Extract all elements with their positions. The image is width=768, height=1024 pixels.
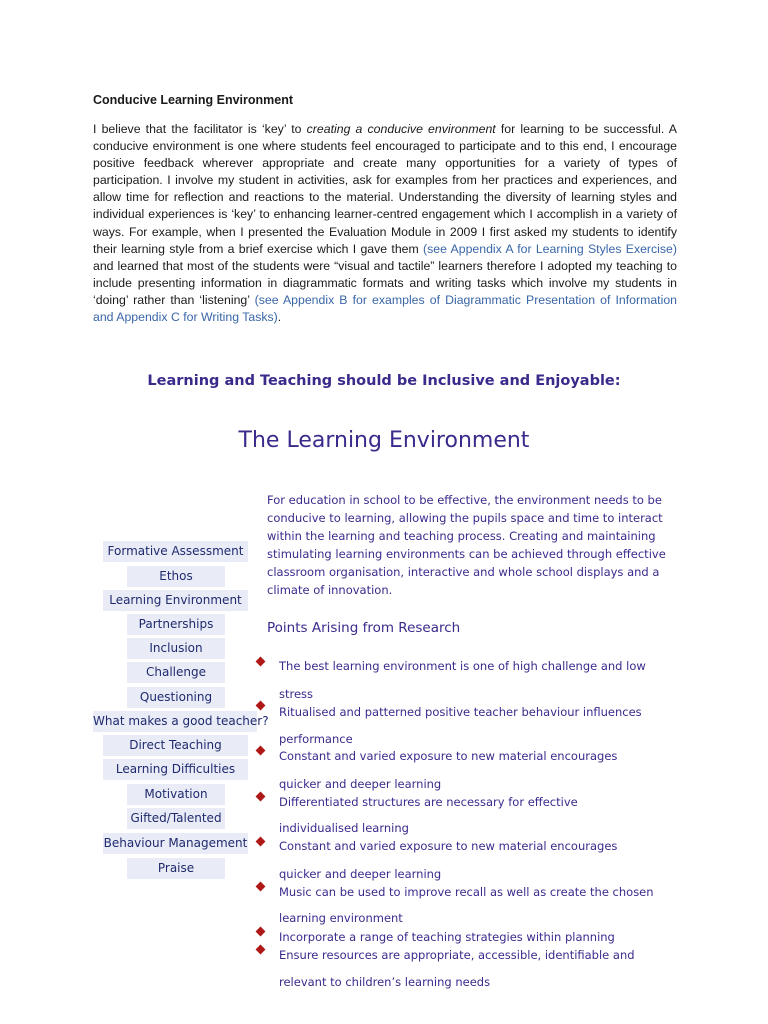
research-heading: Points Arising from Research	[267, 620, 461, 636]
list-item-continuation: stress	[279, 687, 314, 701]
list-item-continuation: individualised learning	[279, 821, 409, 835]
section-subtitle: Learning and Teaching should be Inclusive and Enjoyable:	[147, 373, 621, 389]
list-item: Constant and varied exposure to new material encourages	[279, 749, 618, 763]
appendix-a-reference: (see Appendix A for Learning Styles Exercise)	[423, 241, 677, 256]
nav-item-questioning[interactable]: Questioning	[127, 687, 225, 708]
nav-item-gifted-talented[interactable]: Gifted/Talented	[127, 808, 225, 829]
nav-item-formative-assessment[interactable]: Formative Assessment	[103, 541, 248, 562]
list-item: The best learning environment is one of high challenge and low	[279, 659, 646, 673]
list-item: Differentiated structures are necessary for effective	[279, 795, 578, 809]
list-item-continuation: quicker and deeper learning	[279, 777, 442, 791]
paragraph-text: I believe that the facilitator is ‘key’ to	[93, 122, 307, 136]
body-paragraph	[93, 121, 677, 326]
nav-item-direct-teaching[interactable]: Direct Teaching	[103, 735, 248, 756]
nav-item-good-teacher[interactable]: What makes a good teacher?	[93, 711, 257, 732]
paragraph-text: for learning to be successful. A conducive environment is one where students feel encouraged to participate and to this end, I encourage positive feedback wherever appropriate and create many opportunities for a variety of types of participation. I involve my student in activities, ask for examples from her practices and experiences, and allow time for reflection and reactions to the material. Understanding the diversity of learning styles and individual experiences is ‘key’ to enhancing learner-centred engagement which I accomplish in a variety of ways. For example, when I presented the Evaluation Module in 2009 I first asked my students to identify their learning style from a brief exercise which I gave them	[93, 122, 677, 256]
nav-item-learning-environment[interactable]: Learning Environment	[103, 590, 248, 611]
figure-title: The Learning Environment	[238, 428, 530, 453]
nav-item-praise[interactable]: Praise	[127, 858, 225, 879]
nav-item-ethos[interactable]: Ethos	[127, 566, 225, 587]
list-item: Incorporate a range of teaching strategies within planning	[279, 930, 615, 944]
list-item-continuation: relevant to children’s learning needs	[279, 975, 491, 989]
paragraph-text: and learned that most of the students were “visual and tactile” learners therefore I adopted my teaching to include presenting information in diagrammatic formats and writing tasks which involve my students in ‘doing’ rather than ‘listening’	[93, 258, 677, 307]
list-item: Ensure resources are appropriate, accessible, identifiable and	[279, 948, 635, 962]
list-item: Ritualised and patterned positive teacher behaviour influences	[279, 705, 642, 719]
nav-item-inclusion[interactable]: Inclusion	[127, 638, 225, 659]
list-item-continuation: learning environment	[279, 911, 403, 925]
paragraph-text: .	[277, 310, 282, 325]
nav-item-challenge[interactable]: Challenge	[127, 662, 225, 683]
nav-item-learning-difficulties[interactable]: Learning Difficulties	[103, 759, 248, 780]
section-heading: Conducive Learning Environment	[93, 93, 294, 107]
appendix-b-c-reference: (see Appendix B for examples of Diagrammatic Presentation of Information and Appendix C for Writing Tasks)	[93, 292, 677, 325]
nav-item-motivation[interactable]: Motivation	[127, 784, 225, 805]
figure-intro-text: For education in school to be effective, the environment needs to be conducive to learning, allowing the pupils space and time to interact within the learning and teaching process. Creating and maintaining stimulating learning environments can be achieved through effective classroom organisation, interactive and whole school displays and a climate of innovation.	[267, 493, 666, 597]
paragraph-emphasis: creating a conducive environment	[306, 122, 496, 136]
nav-item-partnerships[interactable]: Partnerships	[127, 614, 225, 635]
nav-item-behaviour-management[interactable]: Behaviour Management	[103, 833, 248, 854]
list-item: Music can be used to improve recall as well as create the chosen	[279, 885, 654, 899]
list-item-continuation: quicker and deeper learning	[279, 867, 442, 881]
list-item: Constant and varied exposure to new material encourages	[279, 839, 618, 853]
list-item-continuation: performance	[279, 732, 353, 746]
